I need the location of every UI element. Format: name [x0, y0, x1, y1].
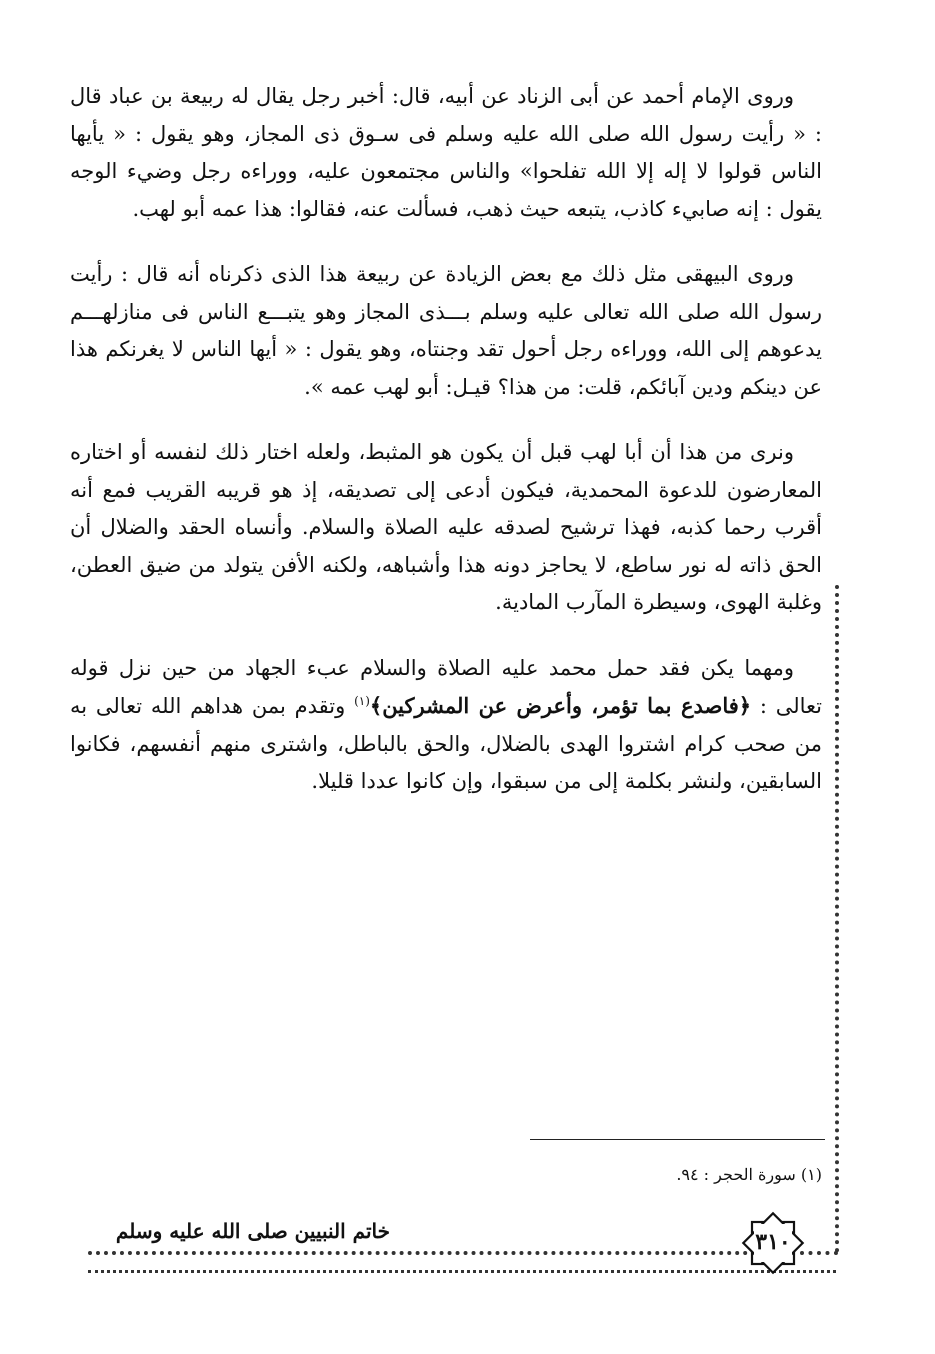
paragraph-3: ونرى من هذا أن أبا لهب قبل أن يكون هو المثبط، ولعله اختار ذلك لنفسه أو اختاره المعارضون للدعوة المحمدية، فيكون أدعى إلى تصديقه، إذ هو قريبه القريب فمع أنه أقرب رحما كذبه، فهذا ترشيح لصدقه عليه الصلاة والسلام. وأنساه الحقد والضلال أن الحق ذاته له نور ساطع، لا يحاجز دونه هذا وأشباهه، ولكنه الأفن يتولد من ضيق العطن، وغلبة الهوى، وسيطرة المآرب المادية.: [70, 440, 822, 614]
paragraph-2: وروى البيهقى مثل ذلك مع بعض الزيادة عن ربيعة هذا الذى ذكرناه أنه قال : رأيت رسول الله صلى الله تعالى عليه وسلم بـــذى المجاز وهو يتبـــع الناس فى منازلهـــم يدعوهم إلى الله، ووراءه رجل أحول تقد وجنتاه، وهو يقول : « أيها الناس لا يغرنكم هذا عن دينكم ودين آبائكم، قلت: من هذا؟ قيـل: أبو لهب عمه ».: [70, 262, 822, 399]
footnote: (١) سورة الحجر : ٩٤.: [676, 1165, 822, 1184]
running-title: خاتم النبيين صلى الله عليه وسلم: [115, 1219, 390, 1243]
paragraph-1: وروى الإمام أحمد عن أبى الزناد عن أبيه، قال: أخبر رجل يقال له ربيعة بن عباد قال : « رأيت رسول الله صلى الله عليه وسلم فى سـوق ذى المجاز، وهو يقول : « يأيها الناس قولوا لا إله إلا الله تفلحوا» والناس مجتمعون عليه، ووراءه رجل وضيء الوجه يقول : إنه صابيء كاذب، يتبعه حيث ذهب، فسألت عنه، فقالوا: هذا عمه أبو لهب.: [70, 84, 822, 221]
page-number: ٣١٠: [755, 1229, 791, 1255]
body-text: [70, 78, 822, 829]
footer-dotted-rule: [88, 1251, 748, 1255]
paragraph-4-rest: وتقدم بمن هداهم الله تعالى به من صحب كرام اشتروا الهدى بالضلال، والحق بالباطل، واشترى منهم أنفسهم، فكانوا السابقين، ولنشر بكلمة إلى من سبقوا، وإن كانوا عددا قليلا.: [70, 694, 822, 793]
margin-dotted-rule: [835, 585, 839, 1253]
paragraph-4: [70, 650, 822, 801]
paragraph-4-intro: ومهما يكن فقد حمل محمد عليه الصلاة والسلام عبء الجهاد من حين نزل قوله تعالى :: [70, 655, 822, 718]
footer-dotted-baseline: [88, 1270, 836, 1273]
footnote-reference[interactable]: (١): [354, 694, 370, 708]
quran-quote: ﴿فاصدع بما تؤمر، وأعرض عن المشركين﴾: [369, 693, 752, 718]
footnote-separator: [530, 1139, 825, 1140]
